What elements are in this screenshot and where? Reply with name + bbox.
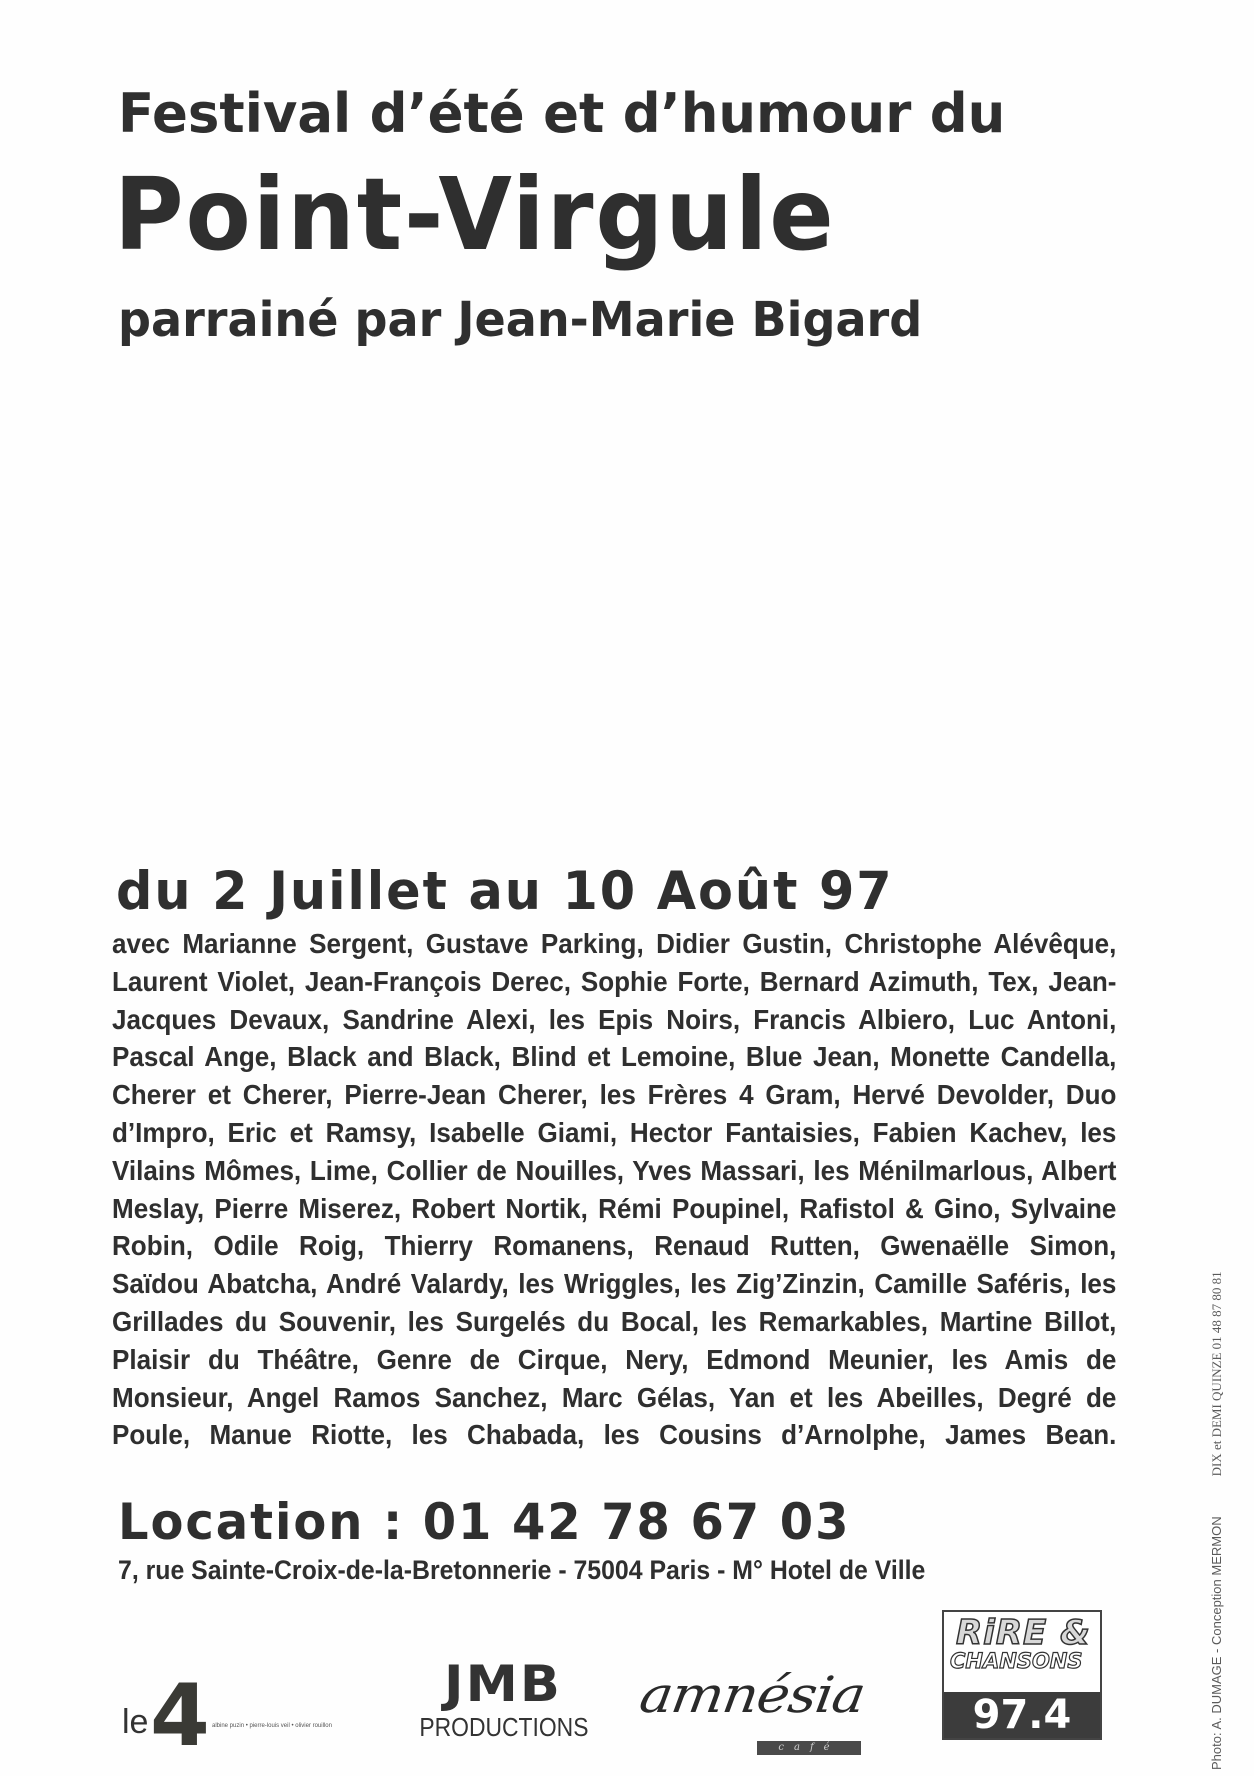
lineup-line: avec Marianne Sergent, Gustave Parking, Didier Gustin, Christophe Alévêque, xyxy=(112,928,1117,959)
le4-logo xyxy=(120,1666,370,1766)
festival-dates: du 2 Juillet au 10 Août 97 xyxy=(116,861,894,922)
vertical-credits xyxy=(1208,1100,1232,1770)
lineup-line: d’Impro, Eric et Ramsy, Isabelle Giami, Hector Fantaisies, Fabien Kachev, les xyxy=(112,1116,1117,1148)
lineup-line: Cherer et Cherer, Pierre-Jean Cherer, les Frères 4 Gram, Hervé Devolder, Duo xyxy=(112,1079,1117,1111)
le4-number: 4 xyxy=(150,1666,210,1766)
sponsor-line: parrainé par Jean-Marie Bigard xyxy=(118,292,923,348)
amnesia-cafe-logo xyxy=(635,1665,869,1755)
performer-lineup xyxy=(112,925,1116,1454)
lineup-line: Robin, Odile Roig, Thierry Romanens, Renaud Rutten, Gwenaëlle Simon, xyxy=(112,1230,1117,1262)
radio-frequency: 97.4 xyxy=(972,1692,1072,1738)
jmb-productions-logo xyxy=(408,1655,598,1760)
agency-credit: DIX et DEMI QUINZE 01 48 87 80 81 xyxy=(1209,1271,1224,1477)
radio-name-line2: CHANSONS xyxy=(950,1649,1083,1673)
lineup-line: Pascal Ange, Black and Black, Blind et Lemoine, Blue Jean, Monette Candella, xyxy=(112,1041,1117,1073)
le4-prefix: le xyxy=(122,1703,149,1741)
lineup-line: Plaisir du Théâtre, Genre de Cirque, Nery, Edmond Meunier, les Amis de xyxy=(112,1343,1117,1375)
lineup-line: Vilains Mômes, Lime, Collier de Nouilles, Yves Massari, les Ménilmarlous, Albert xyxy=(112,1154,1117,1186)
radio-name-line1: RiRE & xyxy=(956,1613,1091,1653)
lineup-line: Grillades du Souvenir, les Surgelés du Bocal, les Remarkables, Martine Billot, xyxy=(112,1305,1117,1337)
credits-text xyxy=(1208,1271,1227,1770)
le4-names: albine puzin • pierre-louis veil • olivier rouillon xyxy=(212,1723,332,1729)
jmb-subtitle: PRODUCTIONS xyxy=(419,1712,589,1742)
lineup-line: Poule, Manue Riotte, les Chabada, les Cousins d’Arnolphe, James Bean. xyxy=(112,1419,1117,1451)
lineup-line: Laurent Violet, Jean-François Derec, Sophie Forte, Bernard Azimuth, Tex, Jean- xyxy=(112,965,1117,997)
lineup-line: Monsieur, Angel Ramos Sanchez, Marc Gélas, Yan et les Abeilles, Degré de xyxy=(112,1381,1117,1413)
booking-phone: Location : 01 42 78 67 03 xyxy=(118,1493,851,1551)
festival-subtitle: Festival d’été et d’humour du xyxy=(118,82,1006,145)
lineup-line: Meslay, Pierre Miserez, Robert Nortik, Rémi Poupinel, Rafistol & Gino, Sylvaine xyxy=(112,1192,1117,1224)
jmb-wordmark: JMB xyxy=(443,1655,563,1713)
radio-frequency-band xyxy=(944,1692,1100,1738)
venue-title: Point-Virgule xyxy=(114,156,836,273)
lineup-line: Saïdou Abatcha, André Valardy, les Wriggles, les Zig’Zinzin, Camille Saféris, les xyxy=(112,1268,1117,1300)
amnesia-cafe-band: café xyxy=(757,1741,861,1755)
lineup-line: Jacques Devaux, Sandrine Alexi, les Epis Noirs, Francis Albiero, Luc Antoni, xyxy=(112,1003,1117,1035)
venue-address: 7, rue Sainte-Croix-de-la-Bretonnerie - 75004 Paris - M° Hotel de Ville xyxy=(118,1555,926,1585)
amnesia-script: amnésia xyxy=(635,1666,869,1724)
photo-credit: Photo: A. DUMAGE - Conception MERMON xyxy=(1209,1516,1224,1770)
rire-et-chansons-logo xyxy=(942,1610,1102,1740)
